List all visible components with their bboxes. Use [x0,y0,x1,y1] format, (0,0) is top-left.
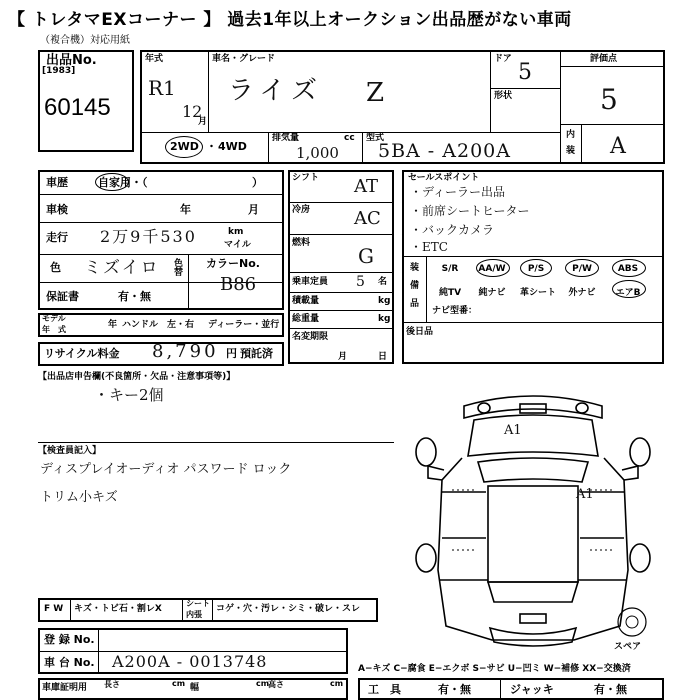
capacity-label: 乗車定員 [292,277,329,287]
drive-4wd: 4WD [218,140,247,153]
equip-pw: P/W [572,264,592,274]
seat-label-1: シート [186,599,210,608]
seat-label-2: 内張 [186,610,202,619]
page-banner: 【 トレタマEXコーナー 】 過去1年以上オークション出品歴がない車両 [8,10,572,30]
inspector-label: 【検査員記入】 [38,446,102,456]
rating-label: 評価点 [590,54,618,64]
inspection-label: 車検 [46,203,68,216]
cert-height: 高さ [268,680,284,689]
recycle-label: リサイクル料金 [44,347,120,360]
fw-content: キズ・トビ石・割レX [74,604,162,614]
drive-separator: ・ [206,140,217,153]
capacity-unit: 名 [378,277,388,287]
equip-leather: 革シート [519,288,556,298]
model-year-month: 12 [182,102,203,121]
garage-cert-label: 車庫証明用 [42,683,88,693]
color-no-value: B86 [220,274,257,295]
chassis-label: 車 台 No. [44,656,95,669]
equipment-label-3: 品 [410,299,420,309]
model-row-dealer: ディーラー・並行 [208,320,280,330]
aircon-label: 冷房 [292,205,311,215]
mileage-unit-mile: マイル [224,240,251,250]
equip-airbag-circle [612,280,646,298]
equip-aaw: AA/W [478,264,506,274]
history-label: 車歴 [46,176,68,189]
gross-weight-label: 総重量 [292,314,320,324]
jack-options: 有・無 [594,683,627,696]
equip-tv: 純TV [438,288,462,298]
registration-label: 登 録 No. [44,633,95,646]
fw-label: F W [44,604,64,614]
load-label: 積載量 [292,296,320,306]
color-no-label: カラーNo. [206,257,260,270]
sales-point-3: ・バックカメラ [410,223,495,237]
paper-note: （複合機）対応用紙 [40,35,130,46]
cert-cm-3: cm [330,679,344,688]
shift-label: シフト [292,173,320,183]
recycle-unit: 円 [226,347,237,360]
displacement-label: 排気量 [272,133,300,143]
equip-pw-circle [565,259,599,277]
mileage-value: 2万9千530 [100,227,197,246]
color-value: ミズイロ [84,258,160,278]
model-year-label: 年式 [145,54,164,64]
car-name: ライズ [228,76,323,106]
damage-legend: A−キズ C−腐食 E−エクボ S−サビ U−凹ミ W−補修 XX−交換済 [358,664,631,674]
equip-navi: 純ナビ [478,288,506,298]
equip-aaw-circle [476,259,510,277]
model-year-era: R1 [148,76,176,100]
fuel-value: G [358,244,374,268]
tools-label: 工 具 [368,683,401,696]
rating-value: 5 [600,83,618,116]
capacity-value: 5 [356,274,365,290]
recycle-note: 預託済 [240,347,273,360]
seller-report-text: ・キー2個 [94,386,164,404]
interior-value: A [610,134,626,159]
seat-content: コゲ・穴・汚レ・シミ・破レ・スレ [216,604,361,614]
sales-points-label: セールスポイント [408,173,480,183]
history-close: ） [252,176,263,189]
sales-point-2: ・前席シートヒーター [410,204,530,218]
post-install-label: 後日品 [406,327,434,337]
interior-label-1: 内 [566,130,576,140]
history-options: 自家用・（ [98,176,148,189]
spare-label: スペア [614,642,642,652]
name-change-month: 月 [338,352,348,362]
doors-label: ドア [494,54,512,64]
tools-options: 有・無 [438,683,471,696]
model-row-handle: ハンドル 左・右 [122,320,195,330]
car-grade: Z [366,78,385,108]
drive-2wd: 2WD [170,140,199,153]
equipment-label-1: 装 [410,263,420,273]
mileage-unit-km: km [228,227,244,237]
car-name-label: 車名・グレード [212,54,276,64]
equip-abs: ABS [617,264,639,274]
jack-label: ジャッキ [510,683,554,696]
aircon-value: AC [354,208,381,229]
lot-number: 60145 [44,94,111,121]
warranty-options: 有・無 [118,290,151,303]
seller-report-label: 【出品店申告欄(不良箇所・欠品・注意事項等)】 [38,372,236,382]
equip-ps-circle [520,259,552,277]
navi-model-label: ナビ型番： [432,306,478,316]
mileage-label: 走行 [46,231,68,244]
inspection-month: 月 [248,203,259,216]
displacement-unit: cc [344,133,355,143]
warranty-label: 保証書 [46,290,79,303]
equip-ps: P/S [527,264,545,274]
inspector-line-2: トリム小キズ [40,490,118,505]
model-row-label-1: モデル [42,314,66,323]
cert-width: 幅 [190,683,200,693]
shift-value: AT [354,176,379,197]
name-change-label: 名変期限 [292,332,329,342]
model-row-year: 年 [108,320,118,330]
lot-small-code: [1983] [42,66,76,76]
color-change: 色替 [172,258,182,276]
shape-label: 形状 [494,91,513,101]
gross-weight-unit: kg [378,314,391,324]
color-label: 色 [50,261,61,274]
equip-sr: S/R [441,264,459,274]
equipment-label-2: 備 [410,281,420,291]
recycle-value: 8,790 [152,341,219,362]
chassis-value: A200A - 0013748 [112,652,268,671]
model-row-label-2: 年 式 [42,325,66,334]
month-unit: 月 [198,117,208,127]
cert-length: 長さ [104,680,120,689]
equip-airbag: エアB [615,288,641,298]
lot-label: 出品No. [46,53,97,68]
inspector-line-1: ディスプレイオーディオ パスワード ロック [40,462,292,477]
model-code-value: 5BA - A200A [378,140,511,162]
car-damage-diagram [402,370,664,652]
damage-mark-front: A1 [504,423,522,438]
damage-mark-side: A1 [576,487,594,502]
interior-label-2: 装 [566,146,576,156]
cert-cm-2: cm [256,679,270,688]
inspection-year: 年 [180,203,191,216]
equip-ext-navi: 外ナビ [568,288,596,298]
model-code-label: 型式 [366,133,385,143]
displacement-value: 1,000 [296,144,339,162]
equip-abs-circle [612,259,646,277]
name-change-day: 日 [378,352,388,362]
doors-value: 5 [518,60,532,85]
fuel-label: 燃料 [292,238,311,248]
cert-cm-1: cm [172,679,186,688]
sales-point-4: ・ETC [410,240,448,254]
load-unit: kg [378,296,391,306]
sales-point-1: ・ディーラー出品 [410,185,506,199]
